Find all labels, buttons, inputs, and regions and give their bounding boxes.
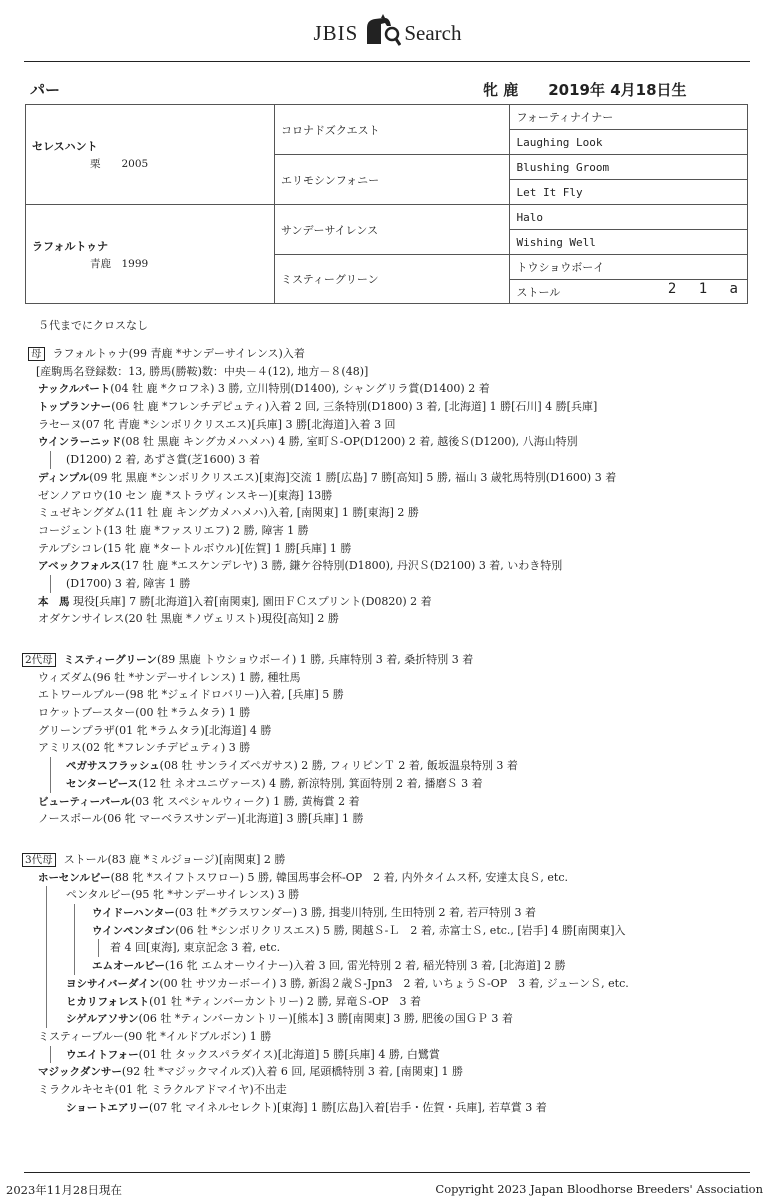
horse-name-link[interactable]: 本 馬: [38, 595, 70, 608]
family-entry: [22, 540, 762, 558]
family-entry: [22, 904, 762, 922]
gen3-name[interactable]: トウショウボーイ: [510, 255, 748, 280]
pedigree-dam-cell: [26, 205, 275, 304]
family-entry: [22, 1046, 762, 1064]
family-entry: [22, 1028, 762, 1046]
tree-guide-line: [50, 775, 51, 793]
record-text: (09 牝 黒鹿 *シンボリクリスエス)[東海]交流 1 勝[広島] 7 勝[高知] 5 勝, 福山 3 歳牝馬特別(D1600) 3 着: [89, 470, 617, 484]
record-text: (08 牡 サンライズペガサス) 2 勝, フィリピンＴ 2 着, 飯坂温泉特別 3 着: [159, 759, 518, 773]
dam-detail: 青鹿 1999: [90, 257, 149, 270]
tree-guide-line: [50, 451, 51, 469]
record-text: (01 牡 タックスパラダイス)[北海道] 5 勝[兵庫] 4 勝, 白鷺賞: [138, 1047, 440, 1061]
record-text: (D1700) 3 着, 障害 1 勝: [66, 576, 191, 590]
horse-name-link[interactable]: ペガサスフラッシュ: [66, 760, 160, 773]
tree-guide-line: [46, 904, 47, 922]
family-entry: [22, 810, 762, 828]
record-text: (16 牝 エムオーウイナー)入着 3 回, 雷光特別 2 着, 稲光特別 3 着, [北海道] 2 勝: [164, 959, 566, 973]
record-text: (03 牝 スペシャルウィーク) 1 勝, 黄梅賞 2 着: [130, 794, 360, 808]
generation-label: 2代母: [22, 653, 56, 667]
horse-name-link[interactable]: エムオールビー: [92, 960, 165, 973]
family-entry: [22, 922, 762, 940]
logo-text-search: Search: [404, 21, 462, 45]
family-entry: [22, 1010, 762, 1028]
family-entry: [22, 504, 762, 522]
jbis-logo[interactable]: [0, 14, 775, 46]
horse-name-link[interactable]: ショートエアリー: [66, 1101, 149, 1114]
family-entry: [22, 775, 762, 793]
record-text: オダケンサイレス(20 牡 黒鹿 *ノヴェリスト)現役[高知] 2 勝: [38, 612, 339, 626]
gen3-name[interactable]: Let It Fly: [510, 180, 748, 205]
record-text: コージェント(13 牡 鹿 *ファスリエフ) 2 勝, 障害 1 勝: [38, 523, 309, 537]
family-entry: [22, 398, 762, 416]
cross-note: ５代までにクロスなし: [38, 319, 148, 332]
dam-sire-name[interactable]: サンデーサイレンス: [275, 205, 510, 255]
footer: [0, 1178, 775, 1200]
family-entry: [22, 345, 762, 363]
family-entry: [22, 469, 762, 487]
family-entry: [22, 939, 762, 957]
pedigree-table: [25, 104, 748, 304]
family-entry: [22, 1099, 762, 1117]
horse-name-link[interactable]: シゲルアソサン: [66, 1013, 139, 1026]
gen3-name[interactable]: ストール: [516, 285, 561, 299]
tree-guide-line: [74, 957, 75, 975]
family-entry: [22, 957, 762, 975]
tree-guide-line: [98, 939, 99, 957]
record-text: ロケットブースター(00 牡 *ラムタラ) 1 勝: [38, 706, 251, 720]
family-section-2nd-dam: [22, 651, 762, 828]
family-entry: [22, 993, 762, 1011]
family-entry: [22, 593, 762, 611]
record-text: ペンタルビー(95 牝 *サンデーサイレンス) 3 勝: [66, 888, 300, 902]
horse-sex-color: 牝 鹿: [483, 81, 519, 99]
pedigree-sire-cell: [26, 105, 275, 205]
family-entry: [22, 610, 762, 628]
family-entry: [22, 557, 762, 575]
footer-copyright: Copyright 2023 Japan Bloodhorse Breeders' Association: [435, 1182, 763, 1196]
horse-name-link[interactable]: センターピース: [66, 777, 139, 790]
family-entry: [22, 651, 762, 669]
horse-title-row: [30, 79, 730, 103]
horse-name-link[interactable]: ウインペンタゴン: [92, 924, 176, 937]
gen3-name[interactable]: フォーティナイナー: [510, 105, 748, 130]
record-text: ゼンノアロウ(10 セン 鹿 *ストラヴィンスキー)[東海] 13勝: [38, 488, 333, 502]
tree-guide-line: [50, 575, 51, 593]
sire-dam-name[interactable]: エリモシンフォニー: [275, 155, 510, 205]
horse-name-link[interactable]: ミスティーグリーン: [63, 654, 157, 666]
tree-guide-line: [50, 757, 51, 775]
record-text: (89 黒鹿 トウショウボーイ) 1 勝, 兵庫特別 3 着, 桑折特別 3 着: [156, 653, 474, 666]
tree-guide-line: [50, 1046, 51, 1064]
family-entry: [22, 793, 762, 811]
record-text: (01 牡 *ティンバーカントリー) 2 勝, 昇竜Ｓ-OP 3 着: [149, 994, 421, 1008]
family-entry: [22, 975, 762, 993]
family-entry: [22, 757, 762, 775]
family-entry: [22, 416, 762, 434]
header-rule: [24, 61, 750, 62]
record-text: (92 牡 *マジックマイルズ)入着 6 回, 尾頭橋特別 3 着, [南関東] 1 勝: [121, 1065, 463, 1079]
family-entry: [22, 1081, 762, 1099]
record-text: ミスティーブルー(90 牝 *イルドブルボン) 1 勝: [38, 1029, 272, 1043]
record-text: 着 4 回[東海], 東京記念 3 着, etc.: [110, 941, 281, 955]
family-entry: [22, 363, 762, 381]
record-text: (06 牡 *シンボリクリスエス) 5 勝, 関越Ｓ-Ｌ 2 着, 赤富士Ｓ, etc., [岩手] 4 勝[南関東]入: [175, 923, 626, 937]
gen3-name[interactable]: Laughing Look: [510, 130, 748, 155]
record-text: ミュゼキングダム(11 牡 鹿 キングカメハメハ)入着, [南関東] 1 勝[東海] 2 勝: [38, 506, 419, 520]
gen3-name[interactable]: Blushing Groom: [510, 155, 748, 180]
family-entry: [22, 869, 762, 887]
record-text: (03 牡 *グラスワンダー) 3 勝, 揖斐川特別, 生田特別 2 着, 若戸特別 3 着: [174, 906, 537, 920]
sire-sire-name[interactable]: コロナドズクエスト: [275, 105, 510, 155]
record-text: (D1200) 2 着, あずさ賞(芝1600) 3 着: [66, 453, 260, 467]
tree-guide-line: [46, 975, 47, 993]
record-text: グリーンプラザ(01 牝 *ラムタラ)[北海道] 4 勝: [38, 723, 272, 737]
horse-name-link[interactable]: ウイドーハンター: [92, 907, 175, 920]
tree-guide-line: [46, 993, 47, 1011]
horse-logo-icon: [361, 14, 401, 48]
record-text: (06 牡 鹿 *フレンチデピュティ)入着 2 回, 三条特別(D1800) 3 着, [北海道] 1 勝[石川] 4 勝[兵庫]: [111, 400, 598, 414]
tree-guide-line: [74, 922, 75, 940]
gen3-name[interactable]: Wishing Well: [510, 230, 748, 255]
record-text: アミリス(02 牝 *フレンチデピュティ) 3 勝: [38, 741, 251, 755]
horse-name-link[interactable]: ウインラーニッド: [38, 436, 122, 449]
horse-name-link[interactable]: ヨシサイバーダイン: [66, 977, 160, 990]
gen3-name-last: [510, 280, 748, 304]
record-text: エトワールブルー(98 牝 *ジェイドロバリー)入着, [兵庫] 5 勝: [38, 688, 344, 702]
dam-dam-name[interactable]: ミスティーグリーン: [275, 255, 510, 304]
sire-name[interactable]: セレスハント: [32, 140, 98, 153]
record-text: (17 牡 鹿 *エスケンデレヤ) 3 勝, 鎌ケ谷特別(D1800), 丹沢Ｓ(D2100) 3 着, いわき特別: [120, 559, 563, 573]
family-entry: [22, 522, 762, 540]
logo-text-jbis: JBIS: [313, 21, 359, 45]
family-entry: [22, 722, 762, 740]
record-text: ラフォルトゥナ(99 青鹿 *サンデーサイレンス)入着: [52, 347, 305, 360]
record-text: (07 牝 マイネルセレクト)[東海] 1 勝[広島]入着[岩手・佐賀・兵庫], 若草賞 3 着: [148, 1100, 547, 1114]
footer-rule: [24, 1172, 750, 1173]
family-entry: [22, 886, 762, 904]
family-entry: [22, 704, 762, 722]
record-text: ミラクルキセキ(01 牝 ミラクルアドマイヤ)不出走: [38, 1082, 287, 1096]
tree-guide-line: [46, 886, 47, 904]
tree-guide-line: [46, 939, 47, 957]
tree-guide-line: [46, 1010, 47, 1028]
tree-guide-line: [46, 957, 47, 975]
family-entry: [22, 686, 762, 704]
record-text: (12 牡 ネオユニヴァース) 4 勝, 新涼特別, 箕面特別 2 着, 播磨Ｓ 3 着: [138, 776, 483, 790]
record-text: (88 牝 *スイフトスワロー) 5 勝, 韓国馬事会杯-OP 2 着, 内外タイムス杯, 安達太良Ｓ, etc.: [110, 870, 568, 884]
record-text: ラセーヌ(07 牝 青鹿 *シンボリクリスエス)[兵庫] 3 勝[北海道]入着 3 回: [38, 417, 396, 431]
record-text: (04 牡 鹿 *クロフネ) 3 勝, 立川特別(D1400), シャングリラ賞(D1400) 2 着: [110, 382, 490, 396]
record-text: (08 牡 黒鹿 キングカメハメハ) 4 勝, 室町Ｓ-OP(D1200) 2 着, 越後Ｓ(D1200), 八海山特別: [121, 435, 578, 449]
family-entry: [22, 669, 762, 687]
family-section-3rd-dam: [22, 851, 762, 1116]
family-entry: [22, 487, 762, 505]
family-entry: [22, 451, 762, 469]
tree-guide-line: [46, 922, 47, 940]
tree-guide-line: [74, 939, 75, 957]
tree-guide-line: [74, 904, 75, 922]
record-text: ノースポール(06 牝 マーベラスサンデー)[北海道] 3 勝[兵庫] 1 勝: [38, 812, 364, 826]
horse-name-link[interactable]: ディンプル: [38, 471, 90, 484]
horse-birth: 2019年 4月18日生: [548, 81, 687, 99]
sire-detail: 栗 2005: [90, 158, 149, 170]
inbreeding-code: 2 1 a: [667, 280, 745, 297]
gen3-name[interactable]: Halo: [510, 205, 748, 230]
horse-name-link[interactable]: ナックルパート: [38, 383, 111, 396]
record-text: [産駒馬名登録数：13, 勝馬(勝鞍)数：中央－４(12), 地方－８(48)]: [36, 364, 369, 378]
horse-name-link[interactable]: アベックフォルス: [38, 560, 121, 573]
dam-name[interactable]: ラフォルトゥナ: [32, 239, 109, 253]
family-entry: [22, 1063, 762, 1081]
horse-name: パー: [30, 81, 61, 99]
record-text: ストール(83 鹿 *ミルジョージ)[南関東] 2 勝: [63, 853, 286, 866]
horse-name-link[interactable]: トップランナー: [38, 401, 112, 414]
family-section-dam: [22, 345, 762, 628]
family-entry: [22, 433, 762, 451]
record-text: (06 牡 *ティンバーカントリー)[熊本] 3 勝[南関東] 3 勝, 肥後の国ＧＰ 3 着: [138, 1012, 513, 1026]
horse-name-link[interactable]: ヒカリフォレスト: [66, 995, 150, 1008]
record-text: (00 牡 サツカーボーイ) 3 勝, 新潟２歳Ｓ-Jpn3 2 着, いちょうＳ-OP 3 着, ジューンＳ, etc.: [159, 976, 629, 990]
horse-name-link[interactable]: マジックダンサー: [38, 1066, 122, 1079]
horse-name-link[interactable]: ホーセンルビー: [38, 871, 111, 884]
horse-name-link[interactable]: ウエイトフォー: [66, 1048, 139, 1061]
horse-meta: [483, 79, 687, 100]
family-entry: [22, 739, 762, 757]
record-text: ウィズダム(96 牡 *サンデーサイレンス) 1 勝, 種牡馬: [38, 670, 301, 684]
family-entry: [22, 575, 762, 593]
horse-name-link[interactable]: ビューティーパール: [38, 795, 131, 808]
family-entry: [22, 851, 762, 869]
record-text: テルプシコレ(15 牝 鹿 *タートルボウル)[佐賀] 1 勝[兵庫] 1 勝: [38, 541, 352, 555]
family-entry: [22, 380, 762, 398]
generation-label: 3代母: [22, 853, 56, 867]
footer-date: 2023年11月28日現在: [6, 1183, 123, 1197]
record-text: 現役[兵庫] 7 勝[北海道]入着[南関東], 園田ＦＣスプリント(D0820) 2 着: [69, 594, 432, 608]
generation-label: 母: [28, 347, 45, 361]
